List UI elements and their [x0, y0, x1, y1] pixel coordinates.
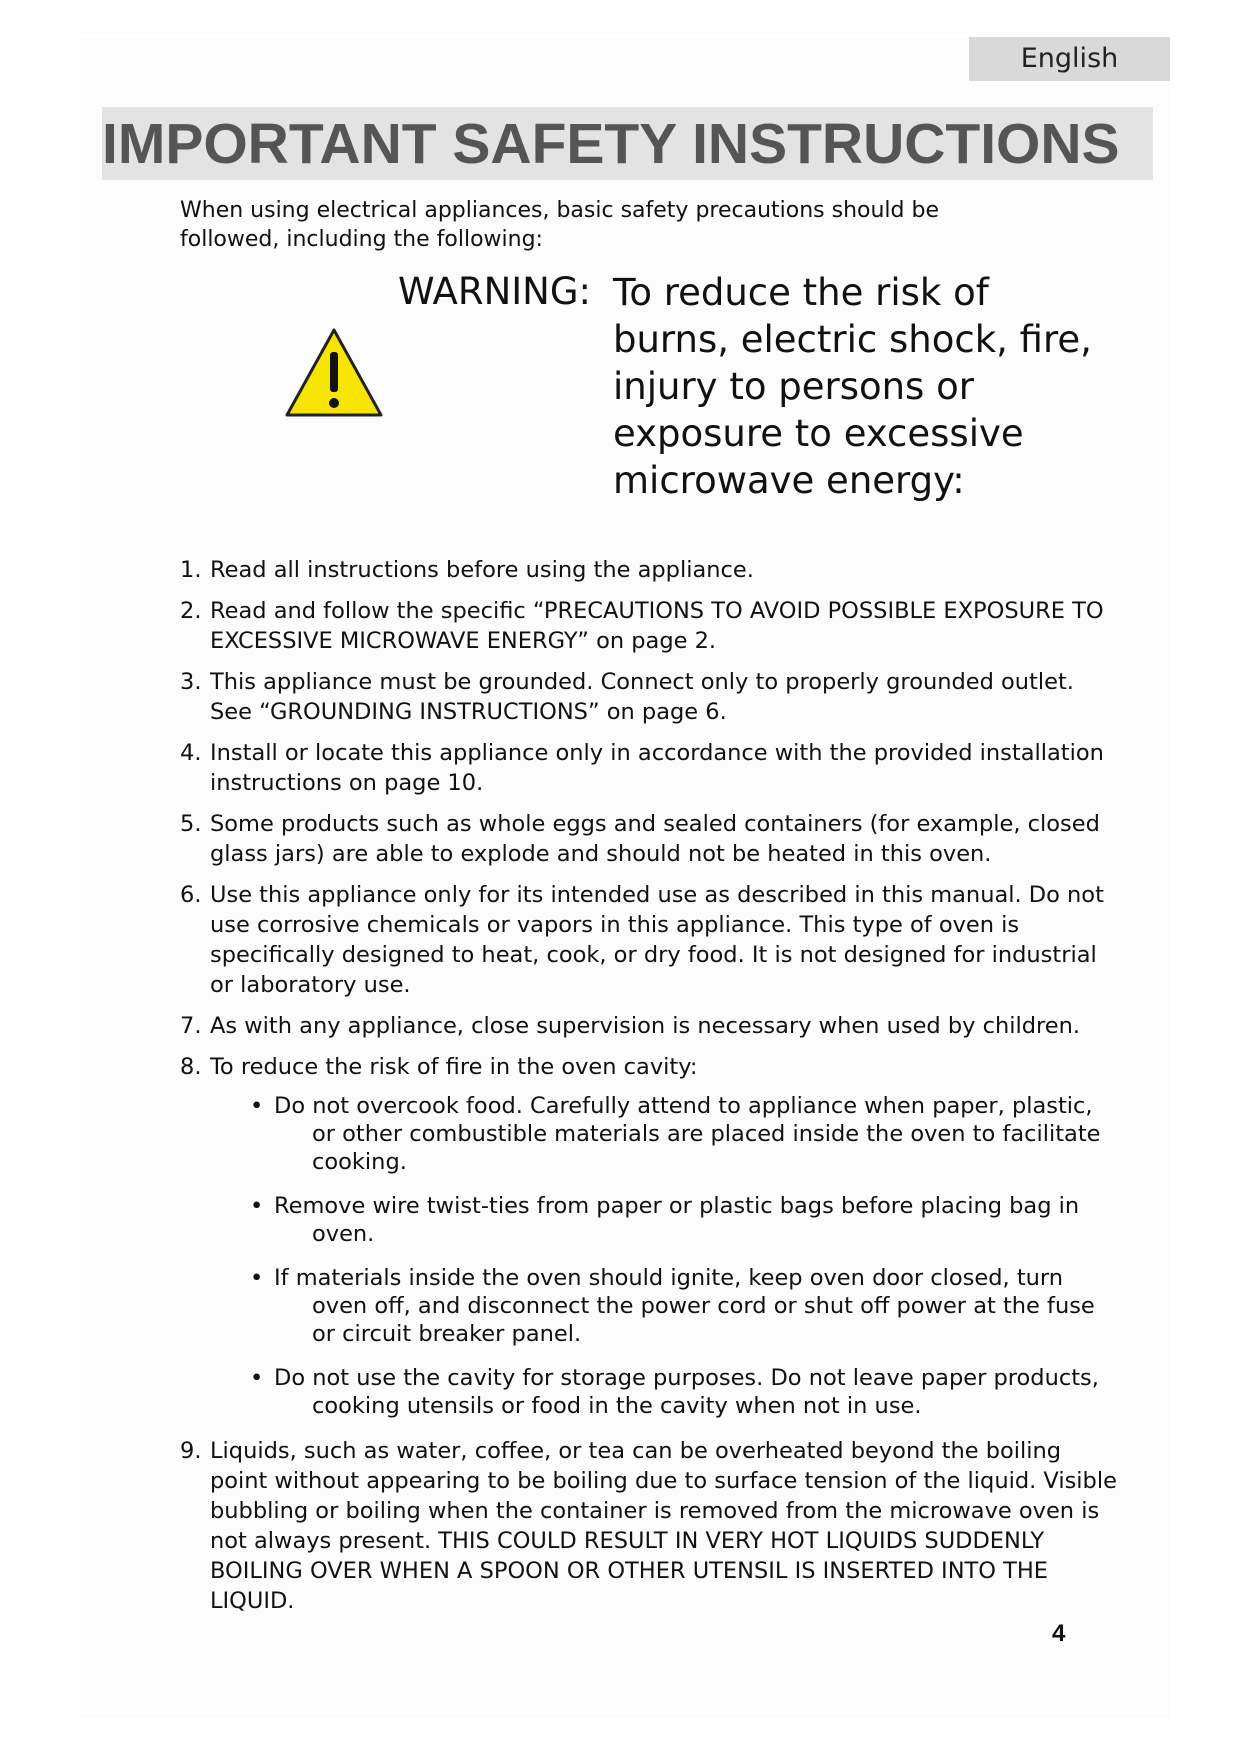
language-tab: English: [969, 37, 1170, 81]
bullet-item: [210, 1264, 1120, 1348]
exclamation-bar: [330, 352, 338, 392]
safety-instructions-list: [180, 555, 1120, 1627]
bullet-item: [210, 1364, 1120, 1420]
bullet-dot-icon: •: [250, 1193, 264, 1219]
item-text: Liquids, such as water, coffee, or tea can be overheated beyond the boiling point without appearing to be boiling due to surface tension of the liquid. Visible bubbling or boiling when the container is removed from the microwave oven is not always present. THIS COULD RESULT IN VERY HOT LIQUIDS SUDDENLY BOILING OVER WHEN A SPOON OR OTHER UTENSIL IS INSERTED INTO THE LIQUID.: [210, 1438, 1117, 1614]
item-text: Read and follow the specific “PRECAUTIONS TO AVOID POSSIBLE EXPOSURE TO EXCESSIVE MICROWAVE ENERGY” on page 2.: [210, 598, 1104, 654]
bullet-dot-icon: •: [250, 1365, 264, 1391]
item-number: 4.: [180, 740, 202, 766]
item-text: This appliance must be grounded. Connect only to properly grounded outlet. See “GROUNDING INSTRUCTIONS” on page 6.: [210, 669, 1074, 725]
item-number: 6.: [180, 882, 202, 908]
item-text: Use this appliance only for its intended use as described in this manual. Do not use corrosive chemicals or vapors in this appliance. This type of oven is specifically designed to heat, cook, or dry food. It is not designed for industrial or laboratory use.: [210, 882, 1104, 998]
page-number: 4: [1052, 1620, 1066, 1647]
fire-risk-bullets: [210, 1092, 1120, 1420]
item-number: 2.: [180, 598, 202, 624]
list-item: [180, 1436, 1120, 1616]
item-number: 7.: [180, 1013, 202, 1039]
list-item: [180, 1011, 1120, 1041]
exclamation-dot: [329, 398, 339, 408]
item-text: Some products such as whole eggs and sealed containers (for example, closed glass jars) are able to explode and should not be heated in this oven.: [210, 811, 1100, 867]
list-item: [180, 880, 1120, 1000]
list-item: [180, 738, 1120, 798]
warning-text: To reduce the risk of burns, electric shock, fire, injury to persons or exposure to excessive microwave energy:: [613, 271, 1092, 502]
list-item: [180, 555, 1120, 585]
intro-text: When using electrical appliances, basic safety precautions should be followed, including the following:: [180, 198, 939, 252]
bullet-text: Remove wire twist-ties from paper or plastic bags before placing bag in oven.: [274, 1193, 1080, 1247]
bullet-text: Do not use the cavity for storage purposes. Do not leave paper products, cooking utensils or food in the cavity when not in use.: [274, 1365, 1099, 1419]
bullet-dot-icon: •: [250, 1265, 264, 1291]
item-text: Read all instructions before using the appliance.: [210, 557, 754, 583]
item-number: 3.: [180, 669, 202, 695]
list-item: [180, 1052, 1120, 1420]
item-text: To reduce the risk of fire in the oven cavity:: [210, 1054, 698, 1080]
bullet-text: Do not overcook food. Carefully attend to appliance when paper, plastic, or other combustible materials are placed inside the oven to facilitate cooking.: [274, 1093, 1101, 1175]
item-number: 5.: [180, 811, 202, 837]
warning-label: WARNING:: [398, 270, 591, 313]
warning-triangle-icon: [284, 326, 384, 420]
list-item: [180, 809, 1120, 869]
page-title: IMPORTANT SAFETY INSTRUCTIONS: [102, 112, 1120, 176]
item-number: 1.: [180, 557, 202, 583]
list-item: [180, 667, 1120, 727]
item-text: As with any appliance, close supervision is necessary when used by children.: [210, 1013, 1081, 1039]
item-number: 9.: [180, 1438, 202, 1464]
bullet-text: If materials inside the oven should ignite, keep oven door closed, turn oven off, and disconnect the power cord or shut off power at the fuse or circuit breaker panel.: [274, 1265, 1095, 1347]
bullet-dot-icon: •: [250, 1093, 264, 1119]
bullet-item: [210, 1192, 1120, 1248]
item-number: 8.: [180, 1054, 202, 1080]
item-text: Install or locate this appliance only in accordance with the provided installation instructions on page 10.: [210, 740, 1104, 796]
list-item: [180, 596, 1120, 656]
bullet-item: [210, 1092, 1120, 1176]
